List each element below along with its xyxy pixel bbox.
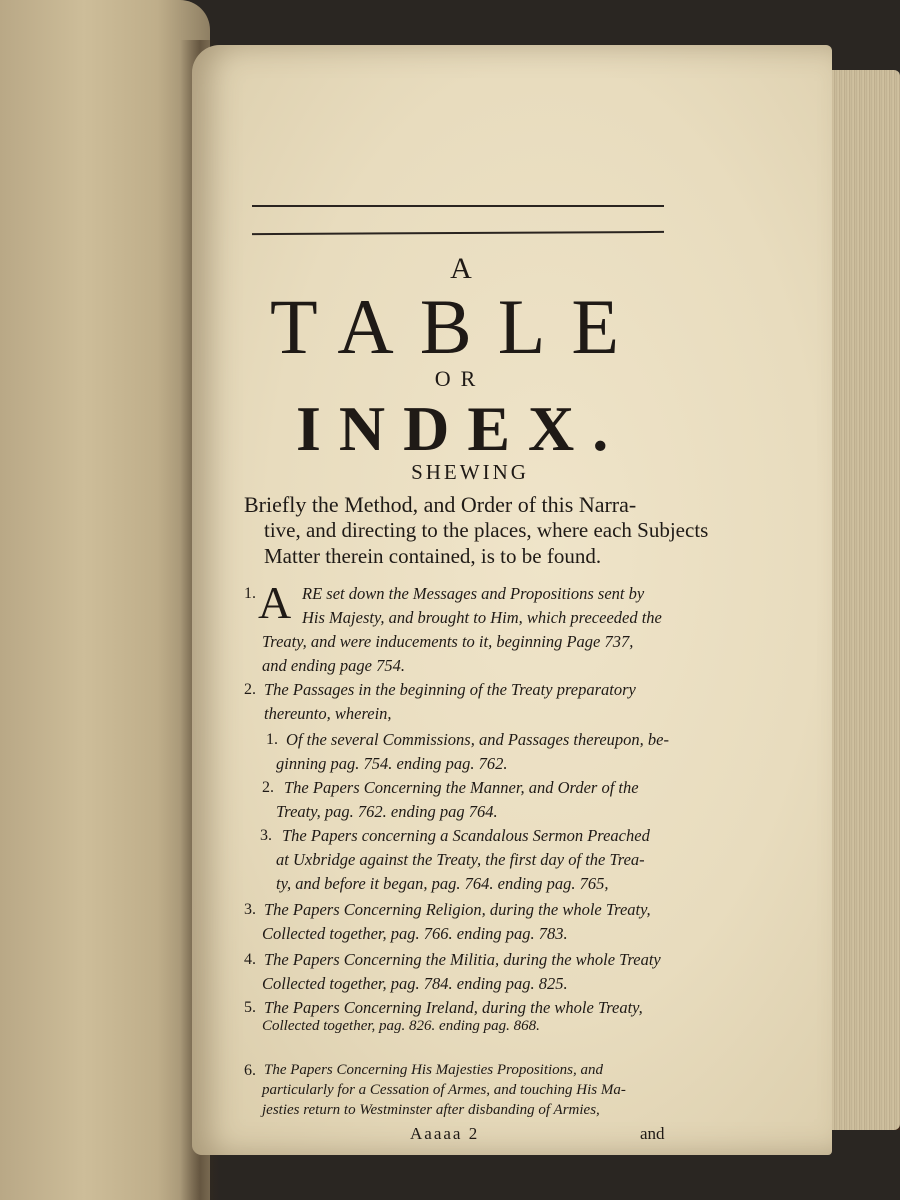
- entry-line: RE set down the Messages and Propositions sent by: [302, 584, 645, 603]
- entry-number: 2.: [244, 681, 256, 698]
- heading-index: INDEX.: [296, 393, 627, 464]
- entry-number: 1.: [244, 585, 256, 602]
- entry-number: 3.: [260, 827, 272, 844]
- page-edges: [820, 70, 900, 1130]
- left-page: [0, 0, 210, 1200]
- entry-line: ginning pag. 754. ending pag. 762.: [276, 754, 508, 773]
- subtitle-line-3: Matter therein contained, is to be found.: [264, 544, 602, 568]
- entry-line: The Papers concerning a Scandalous Sermon Preached: [282, 826, 650, 845]
- entry-number: 1.: [266, 731, 278, 748]
- entry-line: ty, and before it began, pag. 764. ending pag. 765,: [276, 874, 609, 893]
- entry-line: jesties return to Westminster after disbanding of Armies,: [262, 1102, 600, 1118]
- entry-number: 3.: [244, 901, 256, 918]
- heading-or: OR: [434, 366, 486, 391]
- entry-line: The Papers Concerning Religion, during the whole Treaty,: [264, 900, 651, 919]
- entry-line: His Majesty, and brought to Him, which preceeded the: [302, 608, 662, 627]
- entry-line: The Papers Concerning the Manner, and Order of the: [284, 778, 639, 797]
- top-rule: [252, 205, 664, 207]
- entry-line: Of the several Commissions, and Passages thereupon, be-: [286, 730, 669, 749]
- entry-number: 6.: [244, 1062, 256, 1079]
- signature-mark: Aaaaa 2: [410, 1124, 480, 1143]
- heading-a: A: [450, 252, 474, 285]
- entry-number: 2.: [262, 779, 274, 796]
- heading-table: TABLE: [270, 283, 646, 370]
- entry-number: 5.: [244, 999, 256, 1016]
- entry-line: The Passages in the beginning of the Treaty preparatory: [264, 680, 636, 699]
- entry-line: Collected together, pag. 784. ending pag. 825.: [262, 974, 568, 993]
- entry-number: 4.: [244, 951, 256, 968]
- entry-line: and ending page 754.: [262, 656, 405, 675]
- heading-shewing: SHEWING: [411, 460, 529, 484]
- entry-line: at Uxbridge against the Treaty, the first day of the Trea-: [276, 850, 645, 869]
- subtitle-line-1: Briefly the Method, and Order of this Narra-: [244, 492, 637, 517]
- entry-line: The Papers Concerning the Militia, during the whole Treaty: [264, 950, 661, 969]
- catchword: and: [640, 1124, 665, 1143]
- entry-line: thereunto, wherein,: [264, 704, 392, 723]
- entry-line: particularly for a Cessation of Armes, and touching His Ma-: [262, 1082, 626, 1098]
- entry-line: Treaty, pag. 762. ending pag 764.: [276, 802, 498, 821]
- entry-line: Treaty, and were inducements to it, beginning Page 737,: [262, 632, 634, 651]
- entry-line: The Papers Concerning Ireland, during the whole Treaty,: [264, 998, 643, 1017]
- subtitle-line-2: tive, and directing to the places, where each Subjects: [264, 518, 709, 542]
- entry-line: Collected together, pag. 766. ending pag. 783.: [262, 924, 568, 943]
- entry-line: Collected together, pag. 826. ending pag. 868.: [262, 1018, 540, 1034]
- drop-cap: A: [258, 577, 292, 628]
- entry-line: The Papers Concerning His Majesties Propositions, and: [264, 1062, 604, 1078]
